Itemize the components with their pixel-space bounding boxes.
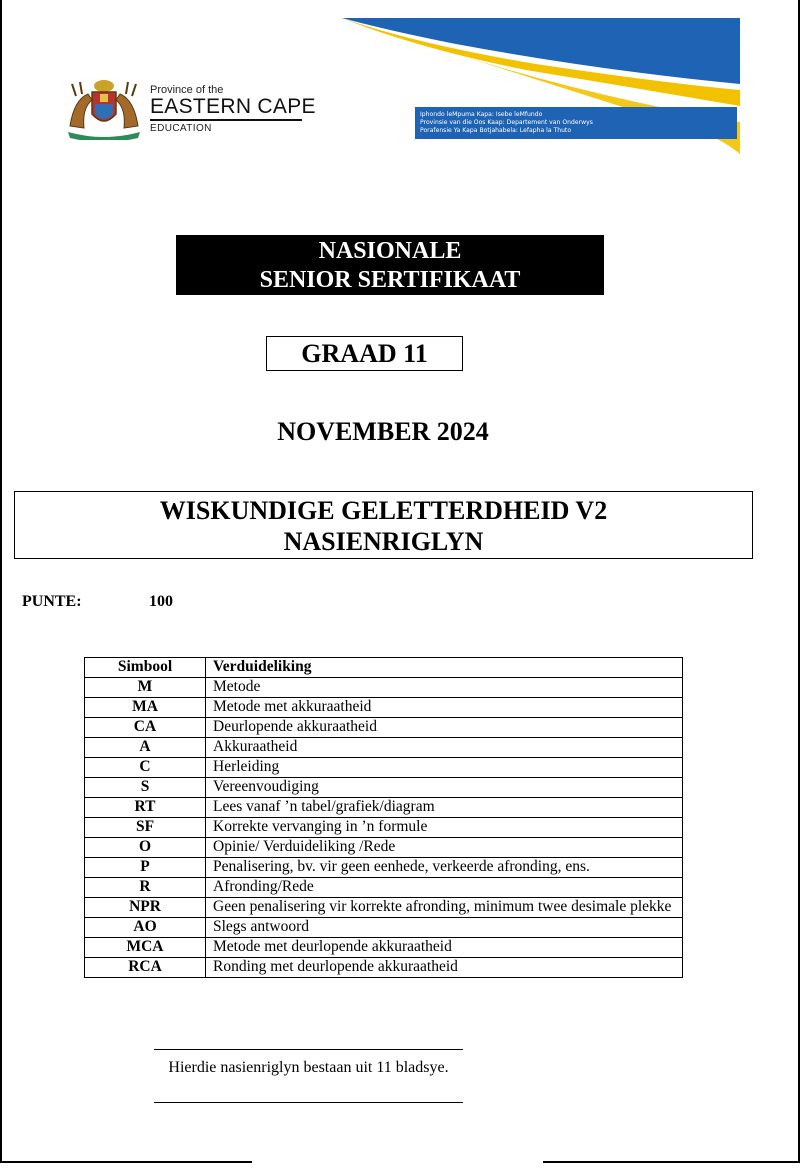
exam-date: NOVEMBER 2024 bbox=[277, 417, 489, 446]
explanation-cell: Geen penalisering vir korrekte afronding, minimum twee desimale plekke bbox=[206, 898, 683, 918]
logo-department: EDUCATION bbox=[150, 123, 212, 134]
department-line-1: Iphondo leMpuma Kapa: Isebe leMfundo bbox=[420, 111, 543, 118]
department-logo bbox=[150, 84, 316, 134]
symbol-cell: P bbox=[85, 858, 206, 878]
symbol-cell: SF bbox=[85, 818, 206, 838]
symbol-table bbox=[84, 657, 683, 978]
table-row bbox=[85, 798, 683, 818]
table-row bbox=[85, 698, 683, 718]
table-row bbox=[85, 778, 683, 798]
table-row bbox=[85, 678, 683, 698]
certificate-title bbox=[176, 235, 604, 295]
department-banner bbox=[415, 107, 737, 139]
certificate-title-line-1: NASIONALE bbox=[318, 238, 462, 264]
explanation-cell: Metode bbox=[206, 678, 683, 698]
explanation-cell: Afronding/Rede bbox=[206, 878, 683, 898]
page-count-note: Hierdie nasienriglyn bestaan uit 11 bladsye. bbox=[168, 1059, 449, 1076]
note-rule-top bbox=[154, 1049, 463, 1050]
explanation-cell: Herleiding bbox=[206, 758, 683, 778]
department-line-3: Porafensie Ya Kapa Botjahabela: Lefapha la Thuto bbox=[420, 127, 572, 134]
table-row bbox=[85, 858, 683, 878]
subject-box bbox=[14, 491, 753, 559]
table-row bbox=[85, 838, 683, 858]
table-row bbox=[85, 958, 683, 978]
table-row bbox=[85, 818, 683, 838]
table-header-row bbox=[85, 658, 683, 678]
column-header-explanation: Verduideliking bbox=[206, 658, 683, 678]
symbol-cell: R bbox=[85, 878, 206, 898]
explanation-cell: Deurlopende akkuraatheid bbox=[206, 718, 683, 738]
certificate-title-line-2: SENIOR SERTIFIKAAT bbox=[259, 267, 521, 293]
symbol-cell: NPR bbox=[85, 898, 206, 918]
symbol-cell: RCA bbox=[85, 958, 206, 978]
symbol-cell: A bbox=[85, 738, 206, 758]
explanation-cell: Metode met akkuraatheid bbox=[206, 698, 683, 718]
page-border-left bbox=[0, 0, 2, 1163]
symbol-cell: S bbox=[85, 778, 206, 798]
page-border-bottom-right bbox=[543, 1161, 800, 1163]
grade-label: GRAAD 11 bbox=[266, 336, 463, 371]
document-type: NASIENRIGLYN bbox=[283, 527, 484, 556]
note-rule-bottom bbox=[154, 1102, 463, 1103]
symbol-cell: M bbox=[85, 678, 206, 698]
symbol-cell: CA bbox=[85, 718, 206, 738]
explanation-cell: Ronding met deurlopende akkuraatheid bbox=[206, 958, 683, 978]
page-border-bottom-left bbox=[0, 1161, 252, 1163]
explanation-cell: Korrekte vervanging in ’n formule bbox=[206, 818, 683, 838]
table-row bbox=[85, 898, 683, 918]
symbol-cell: C bbox=[85, 758, 206, 778]
logo-province: Province of the bbox=[150, 84, 224, 96]
table-row bbox=[85, 758, 683, 778]
coat-of-arms-icon bbox=[62, 76, 146, 140]
table-row bbox=[85, 738, 683, 758]
department-line-2: Provinsie van die Oos Kaap: Departement van Onderwys bbox=[420, 119, 593, 126]
symbol-cell: O bbox=[85, 838, 206, 858]
explanation-cell: Metode met deurlopende akkuraatheid bbox=[206, 938, 683, 958]
explanation-cell: Vereenvoudiging bbox=[206, 778, 683, 798]
table-row bbox=[85, 718, 683, 738]
explanation-cell: Penalisering, bv. vir geen eenhede, verkeerde afronding, ens. bbox=[206, 858, 683, 878]
symbol-table-body bbox=[85, 678, 683, 978]
explanation-cell: Lees vanaf ’n tabel/grafiek/diagram bbox=[206, 798, 683, 818]
logo-underline bbox=[150, 119, 302, 121]
symbol-cell: MA bbox=[85, 698, 206, 718]
subject-title: WISKUNDIGE GELETTERDHEID V2 bbox=[159, 496, 608, 525]
explanation-cell: Slegs antwoord bbox=[206, 918, 683, 938]
table-row bbox=[85, 918, 683, 938]
explanation-cell: Akkuraatheid bbox=[206, 738, 683, 758]
marks-value: 100 bbox=[149, 593, 173, 610]
explanation-cell: Opinie/ Verduideliking /Rede bbox=[206, 838, 683, 858]
table-row bbox=[85, 938, 683, 958]
marks-label: PUNTE: bbox=[22, 593, 82, 610]
column-header-symbol: Simbool bbox=[85, 658, 206, 678]
symbol-cell: RT bbox=[85, 798, 206, 818]
symbol-cell: AO bbox=[85, 918, 206, 938]
logo-name: EASTERN CAPE bbox=[150, 95, 316, 118]
symbol-cell: MCA bbox=[85, 938, 206, 958]
table-row bbox=[85, 878, 683, 898]
